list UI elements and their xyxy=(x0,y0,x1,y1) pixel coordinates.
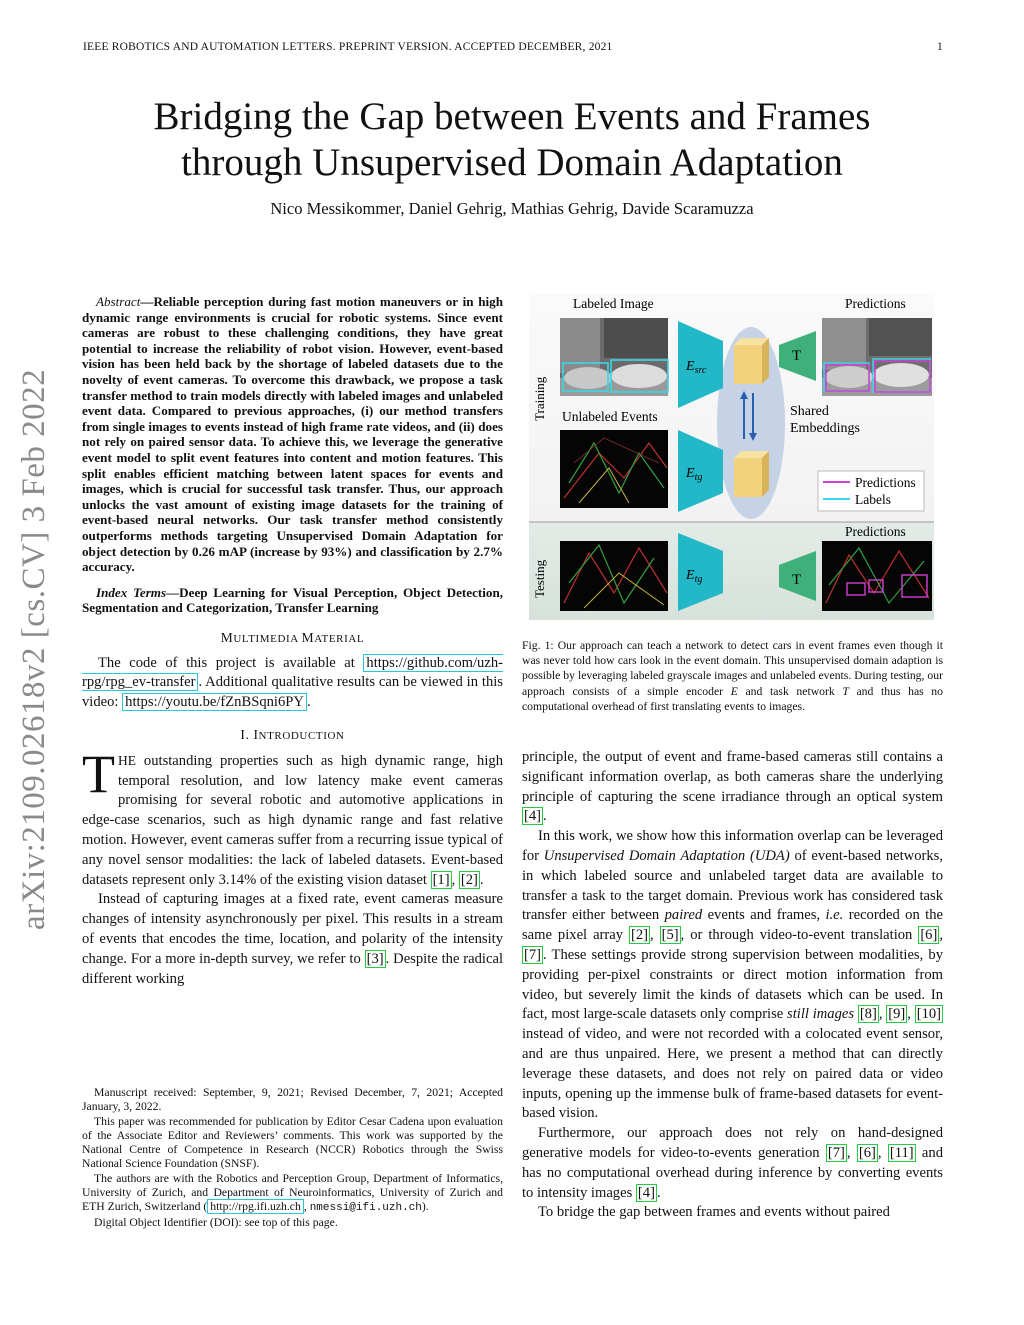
multimedia-paragraph: The code of this project is available at https://github.com/uzh-rpg/rpg_ev-transfer . Additional qualitative results can be viewed in this video: https://youtu.be/fZnBSqni6PY . xyxy=(82,654,503,711)
paper-title xyxy=(60,94,964,186)
encoder-src-label: $E_{src}$ xyxy=(686,359,707,376)
embedding-cube-top xyxy=(734,338,769,384)
intro-paragraph-1: THE outstanding properties such as high dynamic range, high temporal resolution, and low latency make event cameras promising for several robotic and automotive applications in edge-case scenarios, such as high dynamic range and fast relative motion. However, event cameras suffer from a recurring issue typical of any novel sensor modalities: the lack of labeled datasets. Event-based datasets represent only 3.14% of the existing vision dataset [1] , [2] . xyxy=(82,743,503,888)
citation-link[interactable]: [4] xyxy=(637,1184,655,1201)
footnote-recommendation: This paper was recommended for publication by Editor Cesar Cadena upon evaluation of the Associate Editor and Reviewers’ comments. This work was supported by the National Centre of Competence in Research (NCCR) Robotics through the Swiss National Science Foundation (SNSF). xyxy=(82,1114,503,1171)
rpg-website-link[interactable]: http://rpg.ifi.uzh.ch xyxy=(207,1199,304,1214)
citation-link[interactable]: [6] xyxy=(920,927,938,944)
author-list: Nico Messikommer, Daniel Gehrig, Mathias Gehrig, Davide Scaramuzza xyxy=(270,199,754,218)
index-terms: Index Terms—Deep Learning for Visual Perception, Object Detection, Segmentation and Categorization, Transfer Learning xyxy=(82,584,503,616)
predictions-image-bottom xyxy=(822,541,932,611)
right-column xyxy=(522,748,943,1223)
method-diagram xyxy=(529,293,934,620)
right-paragraph-2: In this work, we show how this information overlap can be leveraged for Unsupervised Domain Adaptation (UDA) of event-based networks, in which labeled source and unlabeled target data are available to transfer a task to the target domain. Previous work has considered task transfer either between paired events and frames, i.e. recorded on the same pixel array [2] , [5] , or through video-to-event translation [6] , [7] . These settings provide strong supervision between modalities, by providing per-pixel constraints or direct motion information from video, but severely limit the kinds of datasets which can be used. In fact, most large-scale datasets only comprise still images [8] , [9] , [10] instead of video, and were not recorded with a colocated event sensor, and are thus unpaired. Here, we present a method that can directly leverage these datasets, and does not rely on paired data or video inputs, opening up the immense bulk of frame-based datasets for event-based vision. xyxy=(522,828,943,1122)
github-link[interactable]: https://github.com/uzh-rpg/rpg_ev-transfer xyxy=(82,654,503,691)
footnotes xyxy=(82,1086,503,1230)
figure-caption: Fig. 1: Our approach can teach a network to detect cars in event frames even though it was never told how cars look in the event domain. This unsupervised domain adaption is possible by leveraging labeled grayscale images and unlabeled events. During testing, our approach consists of a simple encoder E and task network T and thus has no computational overhead of first translating events to images. xyxy=(522,639,943,713)
left-column xyxy=(82,294,503,989)
predictions-label-top: Predictions xyxy=(845,296,906,311)
index-terms-label: Index Terms xyxy=(96,584,167,600)
title-line-1: Bridging the Gap between Events and Frames xyxy=(153,95,871,138)
predictions-label-bottom: Predictions xyxy=(845,524,906,539)
testing-label: Testing xyxy=(532,559,547,598)
running-head-text: IEEE ROBOTICS AND AUTOMATION LETTERS. PREPRINT VERSION. ACCEPTED DECEMBER, 2021 xyxy=(83,41,613,53)
footnote-affiliation: The authors are with the Robotics and Perception Group, Department of Informatics, University of Zurich, and Department of Neuroinformatics, University of Zurich and ETH Zurich, Switzerland ( http://rpg.ifi.uzh.ch , nmessi@ifi.uzh.ch). xyxy=(82,1171,503,1215)
title-line-2: through Unsupervised Domain Adaptation xyxy=(181,141,843,184)
caption-label: Fig. 1: xyxy=(522,639,558,652)
abstract-text: Reliable perception during fast motion maneuvers or in high dynamic range environments is crucial for robotic systems. Since event cameras are robust to these challenging conditions, they have great potential to increase the reliability of robot vision. However, event-based vision has been held back by the shortage of labeled datasets due to the novelty of event cameras. To overcome this drawback, we propose a task transfer method to train models directly with labeled images and unlabeled event data. Compared to previous approaches, (i) our method transfers from single images to events instead of high frame rate videos, and (ii) does not rely on paired sensor data. To achieve this, we leverage the generative event model to split event features into content and motion features. This split enables efficient matching between latent spaces for events and images, which is crucial for successful task transfer. Thus, our approach unlocks the vast amount of existing image datasets for the training of event-based neural networks. Our task transfer method consistently outperforms methods targeting Unsupervised Domain Adaptation for object detection by 0.26 mAP (increase by 93%) and classification by 2.7% accuracy. xyxy=(82,294,503,575)
citation-link[interactable]: [2] xyxy=(460,871,478,888)
running-head xyxy=(83,41,943,53)
encoder-target-test-label: $E_{tg}$ xyxy=(686,568,703,585)
unlabeled-events-label: Unlabeled Events xyxy=(562,409,658,424)
encoder-target-label: $E_{tg}$ xyxy=(686,466,703,483)
arxiv-stamp: arXiv:2109.02618v2 [cs.CV] 3 Feb 2022 xyxy=(16,368,52,930)
testing-events-image xyxy=(560,541,668,611)
citation-link[interactable]: [8] xyxy=(859,1006,877,1023)
citation-link[interactable]: [7] xyxy=(827,1144,845,1161)
drop-cap: T xyxy=(82,743,115,804)
shared-embeddings-line1: Shared xyxy=(790,404,829,419)
task-network-train-label: T xyxy=(792,348,802,364)
citation-link[interactable]: [2] xyxy=(630,927,649,944)
video-link[interactable]: https://youtu.be/fZnBSqni6PY xyxy=(122,693,307,711)
legend-predictions-label: Predictions xyxy=(855,475,916,490)
figure-legend xyxy=(818,471,924,511)
labeled-image-label: Labeled Image xyxy=(573,296,654,311)
citation-link[interactable]: [1] xyxy=(432,871,450,888)
abstract-label: Abstract— xyxy=(96,294,154,309)
introduction-heading: I. INTRODUCTION xyxy=(240,727,345,743)
training-label: Training xyxy=(532,376,547,421)
embedding-cube-bottom xyxy=(734,451,769,497)
right-paragraph-1: principle, the output of event and frame-based cameras still contains a significant information overlap, as both cameras share the underlying principle of capturing the scene irradiance through an optical system [4] . xyxy=(522,749,943,825)
right-paragraph-3: Furthermore, our approach does not rely on hand-designed generative models for video-to-events generation [7] , [6] , [11] and has no computational overhead during inference by converting events to intensity images [4] . xyxy=(522,1125,944,1201)
unlabeled-events-image xyxy=(560,430,668,508)
citation-link[interactable]: [5] xyxy=(661,927,679,944)
page-number: 1 xyxy=(937,41,943,53)
shared-embeddings-line2: Embeddings xyxy=(790,421,860,436)
citation-link[interactable]: [9] xyxy=(888,1006,906,1023)
citation-link[interactable]: [3] xyxy=(366,950,384,967)
abstract xyxy=(82,294,503,575)
predictions-image-top xyxy=(822,318,932,396)
citation-link[interactable]: [7] xyxy=(524,946,542,963)
multimedia-heading: MULTIMEDIA MATERIAL xyxy=(220,629,365,645)
intro-paragraph-2: Instead of capturing images at a fixed rate, event cameras measure changes of intensity asynchronously per pixel. This results in a stream of events that encodes the time, location, and polarity of the intensity change. For a more in-depth survey, we refer to [3] . Despite the radical different working xyxy=(82,891,504,987)
author-email[interactable]: nmessi@ifi.uzh.ch xyxy=(309,1202,422,1215)
task-network-test-label: T xyxy=(792,572,802,588)
footnote-doi: Digital Object Identifier (DOI): see top of this page. xyxy=(94,1215,338,1229)
citation-link[interactable]: [10] xyxy=(916,1006,942,1023)
citation-link[interactable]: [4] xyxy=(524,808,542,825)
index-terms-text: Deep Learning for Visual Perception, Object Detection, Segmentation and Categorization, Transfer Learning xyxy=(82,584,503,616)
citation-link[interactable]: [11] xyxy=(889,1144,914,1161)
legend-labels-label: Labels xyxy=(855,492,891,507)
labeled-grayscale-image xyxy=(560,318,668,396)
footnote-manuscript: Manuscript received: September, 9, 2021; Revised December, 7, 2021; Accepted January, 3, 2022. xyxy=(82,1086,503,1114)
right-paragraph-4: To bridge the gap between frames and events without paired xyxy=(538,1204,890,1221)
figure-1 xyxy=(529,293,934,620)
citation-link[interactable]: [6] xyxy=(858,1144,876,1161)
